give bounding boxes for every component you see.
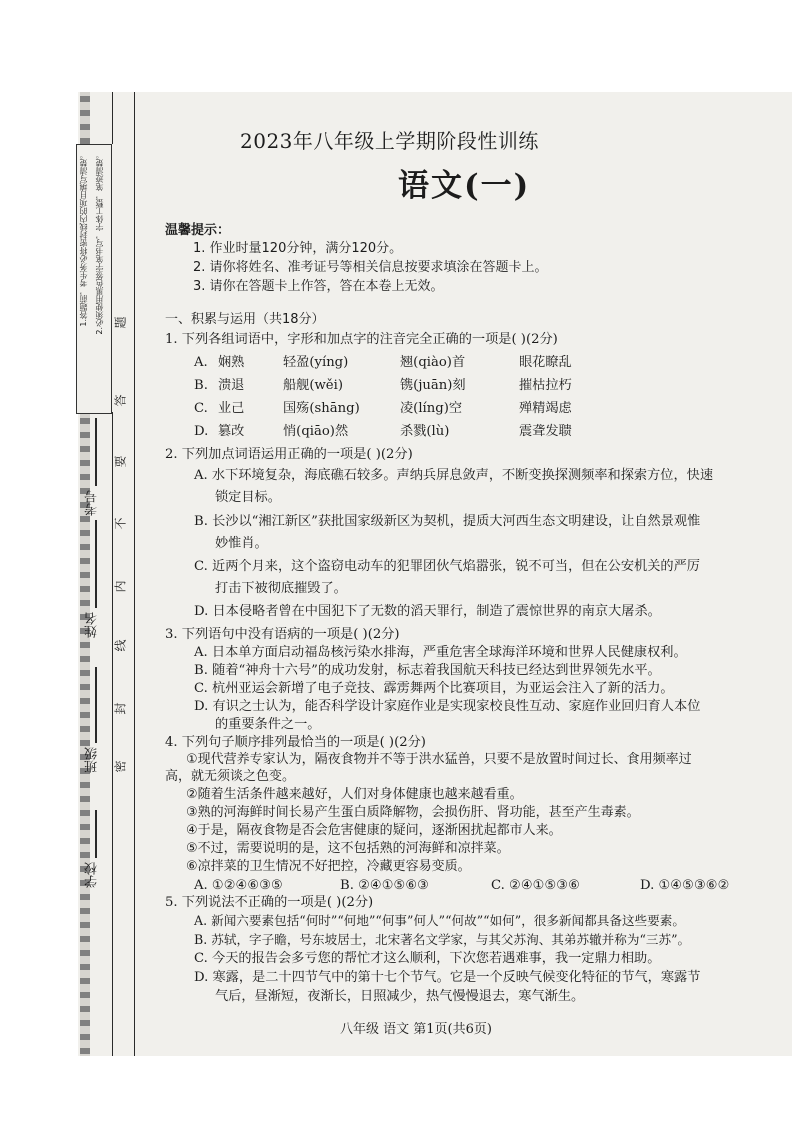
seal-char-nei: 内 bbox=[113, 580, 128, 593]
q1-option-label: C. bbox=[194, 401, 208, 416]
q2-option-c-cont: 打击下被彻底摧毁了。 bbox=[215, 581, 347, 596]
q2-option-b: B. 长沙以“湘江新区”获批国家级新区为契机，提质大河西生态文明建设，让自然景观惟 bbox=[194, 514, 701, 529]
q4-sentence-4: ④于是，隔夜食物是否会危害健康的疑问，逐渐困扰起都市人来。 bbox=[186, 823, 562, 838]
seal-char-xian: 线 bbox=[113, 639, 128, 652]
q3-option-c: C. 杭州亚运会新增了电子竞技、霹雳舞两个比赛项目，为亚运会注入了新的活力。 bbox=[194, 681, 674, 696]
q1-word: 悄(qiāo)然 bbox=[283, 424, 349, 439]
exam-title: 2023年八年级上学期阶段性训练 bbox=[240, 129, 539, 153]
q4-sentence-3: ③熟的河海鲜时间长易产生蛋白质降解物，会损伤肝、肾功能，甚至产生毒素。 bbox=[186, 805, 640, 820]
seal-char-ti: 题 bbox=[113, 316, 128, 329]
q4-sentence-2: ②随着生活条件越来越好，人们对身体健康也越来越看重。 bbox=[186, 787, 523, 802]
q4-sentence-1-cont: 高，就无须谈之色变。 bbox=[165, 769, 296, 784]
q1-word: 眼花瞭乱 bbox=[519, 355, 572, 370]
label-class: 班级 bbox=[85, 747, 100, 773]
question-2-stem: 2. 下列加点词语运用正确的一项是( )(2分) bbox=[165, 447, 413, 462]
q1-option-label: D. bbox=[194, 424, 209, 439]
q1-word: 轻盈(yíng) bbox=[283, 355, 349, 370]
question-4-stem: 4. 下列句子顺序排列最恰当的一项是( )(2分) bbox=[165, 735, 426, 750]
seal-char-bu: 不 bbox=[113, 517, 128, 530]
label-name: 姓名 bbox=[85, 612, 100, 638]
q3-option-d: D. 有识之士认为，能否科学设计家庭作业是实现家校良性互动、家庭作业回归育人本位 bbox=[194, 699, 701, 714]
q1-word: 凌(líng)空 bbox=[400, 401, 463, 416]
q4-sentence-6: ⑥凉拌菜的卫生情况不好把控，冷藏更容易变质。 bbox=[186, 859, 471, 874]
q4-option-c: C. ②④①⑤③⑥ bbox=[491, 878, 580, 893]
subject-title: 语文(一) bbox=[398, 168, 531, 204]
q1-word: 翘(qiào)首 bbox=[400, 355, 466, 370]
seal-char-da: 答 bbox=[113, 394, 128, 407]
q1-word: 溃退 bbox=[218, 378, 245, 393]
q1-word: 船舰(wěi) bbox=[283, 378, 343, 393]
q1-word: 震聋发聩 bbox=[519, 424, 572, 439]
class-fill-line[interactable] bbox=[95, 667, 97, 743]
q5-option-b: B. 苏轼，字子瞻，号东坡居士，北宋著名文学家，与其父苏洵、其弟苏辙并称为“三苏”。 bbox=[194, 932, 691, 947]
q1-word: 娴熟 bbox=[218, 355, 245, 370]
seal-char-mi: 密 bbox=[113, 760, 128, 773]
q1-word: 镌(juān)刻 bbox=[400, 378, 466, 393]
tip-item: 1. 作业时量120分钟，满分120分。 bbox=[193, 241, 403, 256]
q4-option-b: B. ②④①⑤⑥③ bbox=[340, 878, 430, 893]
margin-rule bbox=[112, 412, 113, 1056]
question-1-stem: 1. 下列各组词语中，字形和加点字的注音完全正确的一项是( )(2分) bbox=[165, 332, 558, 347]
q2-option-a-cont: 锁定目标。 bbox=[215, 490, 281, 505]
seal-line bbox=[134, 92, 135, 1056]
q5-option-d-cont: 气后，昼渐短，夜渐长，日照减少，热气慢慢退去，寒气渐生。 bbox=[215, 989, 585, 1004]
school-fill-line[interactable] bbox=[95, 810, 97, 858]
q2-option-c: C. 近两个月来，这个盗窃电动车的犯罪团伙气焰嚣张，锐不可当，但在公安机关的严厉 bbox=[194, 559, 700, 574]
exam-number-fill-line[interactable] bbox=[95, 418, 97, 486]
q5-option-a: A. 新闻六要素包括“何时”“何地”“何事”何人”“何故”“如何”，很多新闻都具备这些要素。 bbox=[194, 913, 685, 928]
q5-option-d: D. 寒露，是二十四节气中的第十七个节气。它是一个反映气候变化特征的节气，寒露节 bbox=[194, 970, 701, 985]
tip-item: 2. 请你将姓名、准考证号等相关信息按要求填涂在答题卡上。 bbox=[193, 260, 548, 275]
q3-option-b: B. 随着“神舟十六号”的成功发射，标志着我国航天科技已经达到世界领先水平。 bbox=[194, 663, 661, 678]
margin-rule bbox=[112, 92, 113, 144]
label-exam-number: 考号 bbox=[85, 490, 100, 516]
question-5-stem: 5. 下列说法不正确的一项是( )(2分) bbox=[165, 895, 374, 910]
q2-option-d: D. 日本侵略者曾在中国犯下了无数的滔天罪行，制造了震惊世界的南京大屠杀。 bbox=[194, 604, 661, 619]
q4-option-d: D. ①④⑤③⑥② bbox=[640, 878, 730, 893]
q1-word: 国殇(shāng) bbox=[283, 401, 360, 416]
section-heading: 一、积累与运用（共18分） bbox=[165, 312, 325, 327]
tips-heading: 温馨提示： bbox=[165, 223, 231, 238]
q3-option-d-cont: 的重要条件之一。 bbox=[215, 717, 321, 732]
q4-sentence-5: ⑤不过，需要说明的是，这不包括熟的河海鲜和凉拌菜。 bbox=[186, 841, 510, 856]
instructions-box bbox=[76, 144, 112, 414]
q1-word: 摧枯拉朽 bbox=[519, 378, 572, 393]
question-3-stem: 3. 下列语句中没有语病的一项是( )(2分) bbox=[165, 627, 400, 642]
q4-option-a: A. ①②④⑥③⑤ bbox=[194, 878, 283, 893]
label-school: 学校 bbox=[85, 862, 100, 888]
q1-option-label: B. bbox=[194, 378, 208, 393]
q5-option-c: C. 今天的报告会多亏您的帮忙才这么顺利，下次您若遇难事，我一定鼎力相助。 bbox=[194, 951, 661, 966]
q2-option-a: A. 水下环境复杂，海底礁石较多。声纳兵屏息敛声，不断变换探测频率和探索方位，快速 bbox=[194, 468, 714, 483]
q2-option-b-cont: 妙惟肖。 bbox=[215, 536, 268, 551]
q4-sentence-1: ①现代营养专家认为，隔夜食物并不等于洪水猛兽，只要不是放置时间过长、食用频率过 bbox=[186, 752, 692, 767]
q1-word: 业己 bbox=[218, 401, 245, 416]
seal-char-yao: 要 bbox=[113, 455, 128, 468]
q1-word: 殚精竭虑 bbox=[519, 401, 572, 416]
name-fill-line[interactable] bbox=[95, 520, 97, 608]
q1-word: 杀戮(lù) bbox=[400, 424, 450, 439]
q1-option-label: A. bbox=[194, 355, 208, 370]
margin-note-2: 2.必须使用黑色签字笔书写，字体工整，笔迹清楚。 bbox=[95, 151, 104, 335]
margin-note-1: 1.答题前，考生务必将密封线内的项目填写清楚。 bbox=[79, 151, 88, 327]
seal-char-feng: 封 bbox=[113, 702, 128, 715]
page-footer: 八年级 语文 第1页(共6页) bbox=[340, 1022, 492, 1037]
tip-item: 3. 请你在答题卡上作答，答在本卷上无效。 bbox=[193, 279, 444, 294]
q1-word: 篡改 bbox=[218, 424, 245, 439]
q3-option-a: A. 日本单方面启动福岛核污染水排海，严重危害全球海洋环境和世界人民健康权利。 bbox=[194, 645, 687, 660]
